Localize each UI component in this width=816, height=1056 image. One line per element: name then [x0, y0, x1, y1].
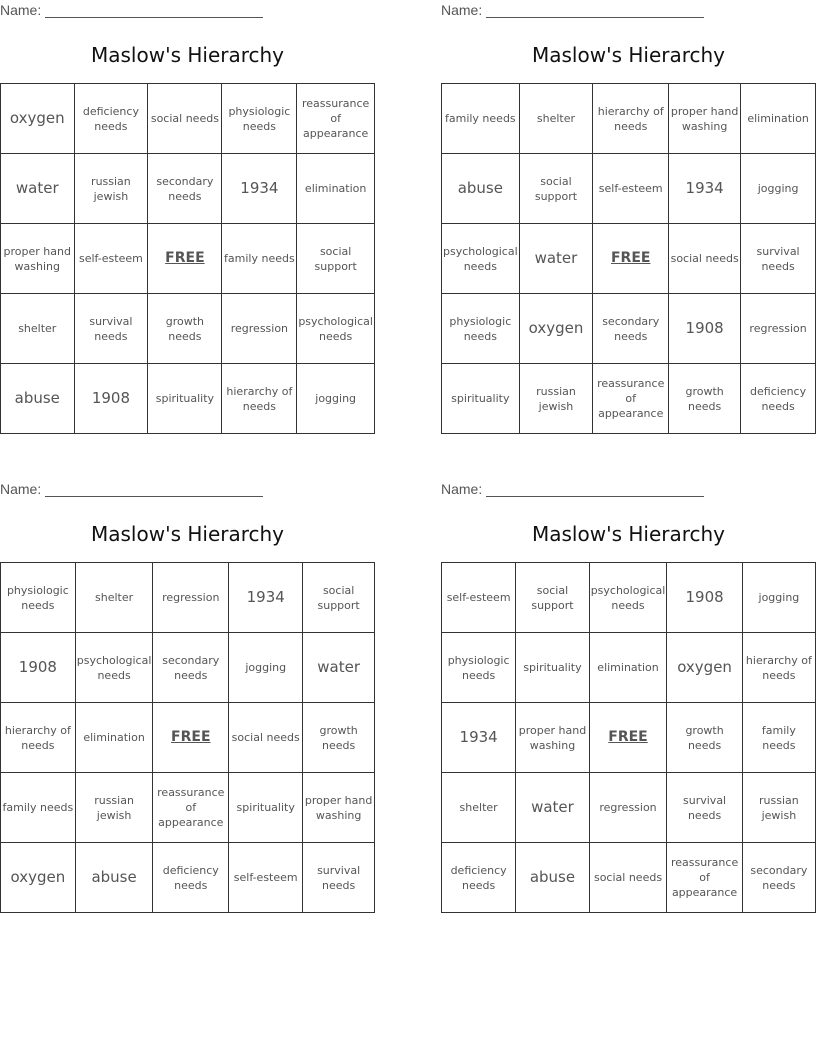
bingo-cell[interactable]: abuse [75, 843, 153, 913]
grid-row [1, 364, 375, 434]
bingo-cell[interactable]: self-esteem [74, 224, 148, 294]
bingo-cell[interactable]: russian jewish [742, 773, 815, 843]
bingo-cell[interactable]: regression [222, 294, 297, 364]
bingo-cell[interactable]: elimination [75, 703, 153, 773]
bingo-cell[interactable]: 1934 [442, 703, 516, 773]
name-label: Name: [0, 2, 42, 18]
bingo-cell[interactable]: reassurance of appearance [297, 84, 375, 154]
name-label: Name: [441, 2, 483, 18]
bingo-cell[interactable]: secondary needs [153, 633, 229, 703]
bingo-cell[interactable]: oxygen [519, 294, 593, 364]
bingo-cell[interactable]: shelter [1, 294, 75, 364]
card-title: Maslow's Hierarchy [90, 522, 285, 546]
bingo-cell[interactable]: social needs [589, 843, 667, 913]
free-space[interactable]: FREE [589, 703, 667, 773]
grid-row [442, 224, 816, 294]
bingo-cell[interactable]: shelter [75, 563, 153, 633]
bingo-cell[interactable]: proper hand washing [303, 773, 375, 843]
bingo-cell[interactable]: physiologic needs [442, 633, 516, 703]
bingo-cell[interactable]: self-esteem [442, 563, 516, 633]
bingo-cell[interactable]: regression [741, 294, 816, 364]
bingo-cell[interactable]: hierarchy of needs [593, 84, 669, 154]
bingo-cell[interactable]: elimination [297, 154, 375, 224]
bingo-cell[interactable]: abuse [1, 364, 75, 434]
bingo-cell[interactable]: jogging [229, 633, 303, 703]
bingo-cell[interactable]: spirituality [229, 773, 303, 843]
bingo-cell[interactable]: deficiency needs [74, 84, 148, 154]
bingo-cell[interactable]: oxygen [1, 843, 76, 913]
bingo-cell[interactable]: family needs [222, 224, 297, 294]
bingo-cell[interactable]: abuse [516, 843, 589, 913]
bingo-grid [0, 83, 375, 434]
bingo-cell[interactable]: 1908 [669, 294, 741, 364]
name-line [0, 481, 263, 499]
bingo-cell[interactable]: proper hand washing [1, 224, 75, 294]
bingo-cell[interactable]: elimination [741, 84, 816, 154]
bingo-cell[interactable]: family needs [442, 84, 520, 154]
bingo-cell[interactable]: russian jewish [75, 773, 153, 843]
bingo-cell[interactable]: social support [519, 154, 593, 224]
bingo-cell[interactable]: self-esteem [229, 843, 303, 913]
name-blank[interactable] [45, 482, 263, 497]
grid-row [1, 563, 375, 633]
free-space[interactable]: FREE [153, 703, 229, 773]
name-line [0, 2, 263, 20]
grid-row [442, 773, 816, 843]
bingo-cell[interactable]: jogging [742, 563, 815, 633]
name-blank[interactable] [486, 482, 704, 497]
bingo-cell[interactable]: social needs [669, 224, 741, 294]
free-space[interactable]: FREE [148, 224, 222, 294]
bingo-cell[interactable]: growth needs [669, 364, 741, 434]
bingo-cell[interactable]: reassurance of appearance [593, 364, 669, 434]
grid-row [442, 84, 816, 154]
bingo-cell[interactable]: growth needs [667, 703, 742, 773]
bingo-cell[interactable]: deficiency needs [741, 364, 816, 434]
grid-row [1, 633, 375, 703]
bingo-cell[interactable]: 1908 [1, 633, 76, 703]
bingo-cell[interactable]: family needs [1, 773, 76, 843]
bingo-cell[interactable]: survival needs [741, 224, 816, 294]
bingo-cell[interactable]: secondary needs [148, 154, 222, 224]
name-label: Name: [441, 481, 483, 497]
grid-row [442, 364, 816, 434]
bingo-cell[interactable]: physiologic needs [222, 84, 297, 154]
grid-row [442, 154, 816, 224]
bingo-cell[interactable]: social support [516, 563, 589, 633]
bingo-cell[interactable]: abuse [442, 154, 520, 224]
grid-row [442, 633, 816, 703]
bingo-cell[interactable]: social needs [148, 84, 222, 154]
bingo-cell[interactable]: survival needs [74, 294, 148, 364]
bingo-cell[interactable]: hierarchy of needs [742, 633, 815, 703]
bingo-cell[interactable]: reassurance of appearance [667, 843, 742, 913]
bingo-cell[interactable]: oxygen [1, 84, 75, 154]
name-blank[interactable] [486, 3, 704, 18]
bingo-cell[interactable]: spirituality [442, 364, 520, 434]
bingo-cell[interactable]: physiologic needs [442, 294, 520, 364]
bingo-cell[interactable]: social support [303, 563, 375, 633]
grid-row [442, 563, 816, 633]
grid-row [1, 773, 375, 843]
bingo-cell[interactable]: spirituality [148, 364, 222, 434]
bingo-grid [441, 562, 816, 913]
bingo-cell[interactable]: growth needs [303, 703, 375, 773]
bingo-cell[interactable]: physiologic needs [1, 563, 76, 633]
bingo-grid [0, 562, 375, 913]
bingo-cell[interactable]: growth needs [148, 294, 222, 364]
bingo-cell[interactable]: water [519, 224, 593, 294]
bingo-card-2 [441, 0, 816, 432]
bingo-cell[interactable]: water [516, 773, 589, 843]
grid-row [1, 154, 375, 224]
bingo-card-1 [0, 0, 375, 432]
bingo-cell[interactable]: regression [153, 563, 229, 633]
grid-row [1, 224, 375, 294]
bingo-card-3 [0, 479, 375, 911]
bingo-cell[interactable]: spirituality [516, 633, 589, 703]
grid-row [442, 703, 816, 773]
grid-row [1, 843, 375, 913]
bingo-cell[interactable]: proper hand washing [669, 84, 741, 154]
bingo-cell[interactable]: hierarchy of needs [1, 703, 76, 773]
bingo-cell[interactable]: shelter [442, 773, 516, 843]
name-line [441, 2, 704, 20]
bingo-cell[interactable]: hierarchy of needs [222, 364, 297, 434]
bingo-cell[interactable]: psychological needs [442, 224, 520, 294]
bingo-cell[interactable]: psychological needs [75, 633, 153, 703]
bingo-cell[interactable]: 1908 [74, 364, 148, 434]
bingo-cell[interactable]: social support [297, 224, 375, 294]
name-label: Name: [0, 481, 42, 497]
bingo-cell[interactable]: psychological needs [589, 563, 667, 633]
bingo-cell[interactable]: 1934 [229, 563, 303, 633]
bingo-card-4 [441, 479, 816, 911]
bingo-cell[interactable]: deficiency needs [442, 843, 516, 913]
card-title: Maslow's Hierarchy [531, 522, 726, 546]
grid-row [1, 703, 375, 773]
bingo-cell[interactable]: proper hand washing [516, 703, 589, 773]
bingo-cell[interactable]: elimination [589, 633, 667, 703]
bingo-cell[interactable]: russian jewish [519, 364, 593, 434]
bingo-cell[interactable]: survival needs [667, 773, 742, 843]
name-blank[interactable] [45, 3, 263, 18]
bingo-cell[interactable]: self-esteem [593, 154, 669, 224]
card-title: Maslow's Hierarchy [531, 43, 726, 67]
grid-row [442, 843, 816, 913]
bingo-cell[interactable]: regression [589, 773, 667, 843]
grid-row [1, 294, 375, 364]
bingo-cell[interactable]: secondary needs [593, 294, 669, 364]
bingo-cell[interactable]: family needs [742, 703, 815, 773]
bingo-cell[interactable]: oxygen [667, 633, 742, 703]
bingo-grid [441, 83, 816, 434]
bingo-cell[interactable]: water [1, 154, 75, 224]
card-title: Maslow's Hierarchy [90, 43, 285, 67]
bingo-cell[interactable]: water [303, 633, 375, 703]
bingo-cell[interactable]: survival needs [303, 843, 375, 913]
grid-row [442, 294, 816, 364]
free-space[interactable]: FREE [593, 224, 669, 294]
bingo-cell[interactable]: social needs [229, 703, 303, 773]
bingo-cell[interactable]: deficiency needs [153, 843, 229, 913]
bingo-cell[interactable]: secondary needs [742, 843, 815, 913]
bingo-cell[interactable]: shelter [519, 84, 593, 154]
name-line [441, 481, 704, 499]
grid-row [1, 84, 375, 154]
bingo-cell[interactable]: jogging [297, 364, 375, 434]
bingo-cell[interactable]: psychological needs [297, 294, 375, 364]
bingo-cell[interactable]: russian jewish [74, 154, 148, 224]
bingo-cell[interactable]: jogging [741, 154, 816, 224]
bingo-cell[interactable]: 1908 [667, 563, 742, 633]
bingo-cell[interactable]: 1934 [669, 154, 741, 224]
bingo-cell[interactable]: reassurance of appearance [153, 773, 229, 843]
bingo-cell[interactable]: 1934 [222, 154, 297, 224]
